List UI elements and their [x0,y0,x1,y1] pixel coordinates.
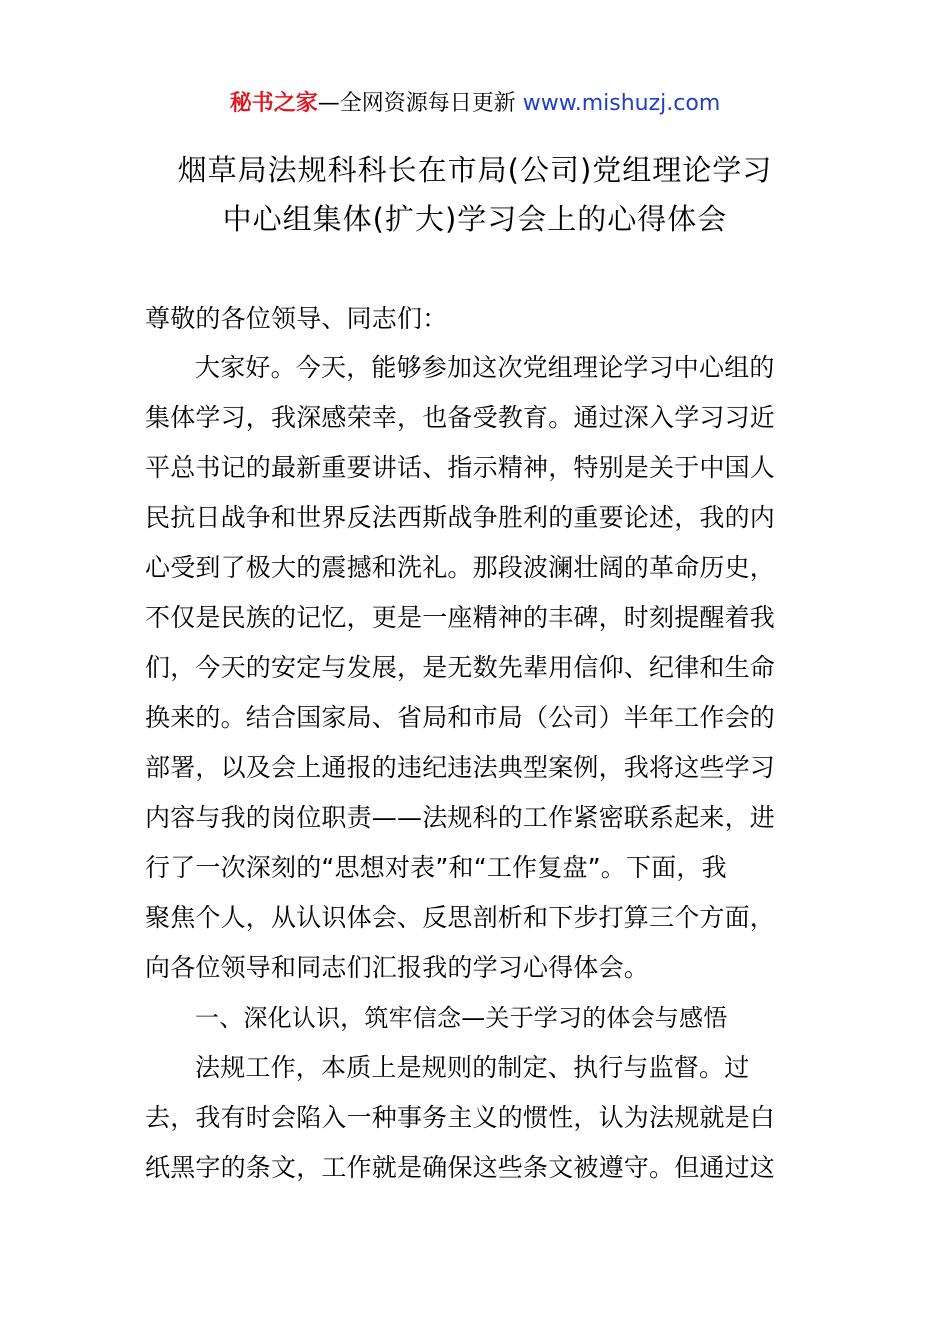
paragraph-line: 大家好。今天，能够参加这次党组理论学习中心组的 [195,353,775,382]
paragraph-line: 法规工作，本质上是规则的制定、执行与监督。过 [195,1053,750,1082]
paragraph-line: 部署，以及会上通报的违纪违法典型案例，我将这些学习 [145,753,776,782]
site-url-link[interactable]: www.mishuzj.com [522,91,721,116]
paragraph-line: 纸黑字的条文，工作就是确保这些条文被遵守。但通过这 [145,1153,776,1182]
header-tagline: —全网资源每日更新 [317,91,523,116]
paragraph-line: 不仅是民族的记忆，更是一座精神的丰碑，时刻提醒着我 [145,603,776,632]
paragraph-line: 去，我有时会陷入一种事务主义的惯性，认为法规就是白 [145,1103,776,1132]
document-title-line-2: 中心组集体(扩大)学习会上的心得体会 [222,202,728,236]
paragraph-line: 民抗日战争和世界反法西斯战争胜利的重要论述，我的内 [145,503,776,532]
paragraph-line: 集体学习，我深感荣幸，也备受教育。通过深入学习习近 [145,403,776,432]
brand-name: 秘书之家 [229,91,318,116]
paragraph-line: 内容与我的岗位职责——法规科的工作紧密联系起来，进 [145,803,776,832]
salutation: 尊敬的各位领导、同志们： [145,304,448,333]
paragraph-line: 聚焦个人，从认识体会、反思剖析和下步打算三个方面， [145,903,776,932]
document-title-line-1: 烟草局法规科科长在市局(公司)党组理论学习 [177,153,773,187]
paragraph-line: 心受到了极大的震撼和洗礼。那段波澜壮阔的革命历史， [145,553,776,582]
section-heading: 一、深化认识，筑牢信念—关于学习的体会与感悟 [195,1004,728,1032]
paragraph-line: 换来的。结合国家局、省局和市局（公司）半年工作会的 [145,703,776,732]
paragraph-line: 行了一次深刻的“思想对表”和“工作复盘”。下面，我 [145,853,727,882]
site-header [0,88,950,120]
paragraph-line: 向各位领导和同志们汇报我的学习心得体会。 [145,953,650,982]
paragraph-line: 平总书记的最新重要讲话、指示精神，特别是关于中国人 [145,453,776,482]
paragraph-line: 们，今天的安定与发展，是无数先辈用信仰、纪律和生命 [145,653,776,682]
